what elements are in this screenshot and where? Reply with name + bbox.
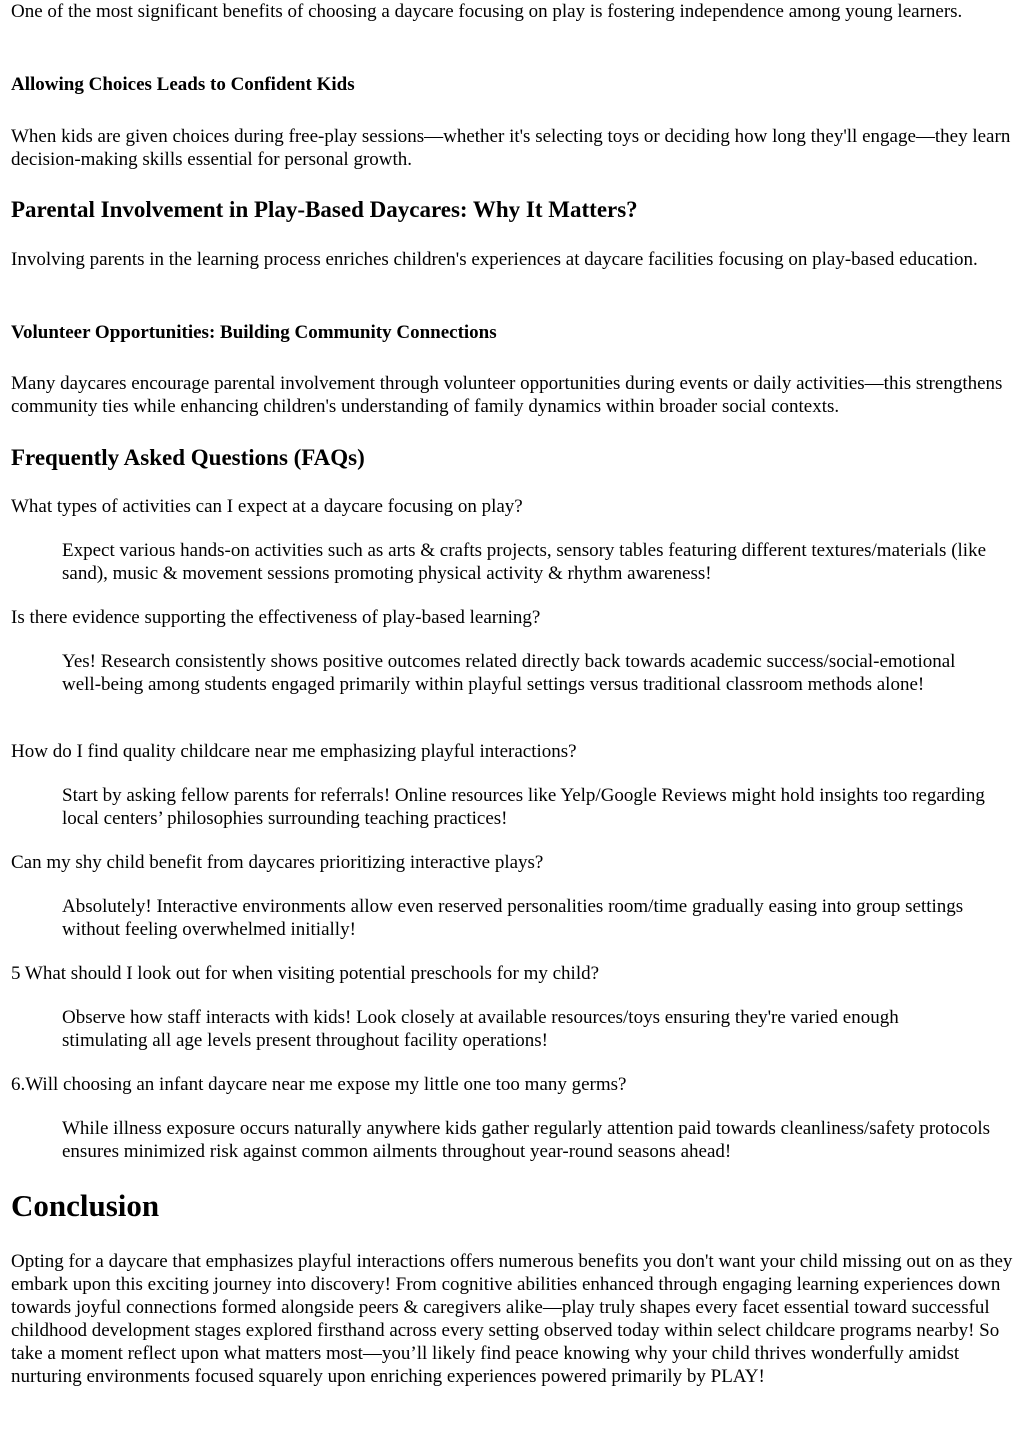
faq-question: Can my shy child benefit from daycares prioritizing interactive plays?	[11, 852, 544, 873]
faq-heading: Frequently Asked Questions (FAQs)	[11, 445, 365, 470]
faq-answer: Observe how staff interacts with kids! Look closely at available resources/toys ensuring they're varied enough stimulating all age levels present throughout facility operations!	[62, 1007, 899, 1051]
faq-question: How do I find quality childcare near me emphasizing playful interactions?	[11, 741, 577, 762]
faq-question: 6.Will choosing an infant daycare near me expose my little one too many germs?	[11, 1074, 627, 1095]
faq-answer: Yes! Research consistently shows positive outcomes related directly back towards academic success/social-emotional well-being among students engaged primarily within playful settings versus traditional classroom methods alone!	[62, 651, 956, 695]
independence-paragraph: One of the most significant benefits of choosing a daycare focusing on play is fostering independence among young learners.	[11, 1, 963, 22]
conclusion-heading: Conclusion	[11, 1188, 160, 1223]
faq-answer: Start by asking fellow parents for referrals! Online resources like Yelp/Google Reviews might hold insights too regarding local centers’ philosophies surrounding teaching practices!	[62, 785, 985, 829]
faq-question: Is there evidence supporting the effectiveness of play-based learning?	[11, 607, 541, 628]
volunteer-heading: Volunteer Opportunities: Building Community Connections	[11, 322, 497, 343]
choices-paragraph: When kids are given choices during free-play sessions—whether it's selecting toys or deciding how long they'll engage—they learn decision-making skills essential for personal growth.	[11, 126, 1011, 170]
faq-answer: Absolutely! Interactive environments allow even reserved personalities room/time gradually easing into group settings without feeling overwhelmed initially!	[62, 896, 964, 940]
faq-answer: While illness exposure occurs naturally anywhere kids gather regularly attention paid towards cleanliness/safety protocols ensures minimized risk against common ailments throughout year-round seasons ahead!	[62, 1118, 991, 1162]
faq-question: 5 What should I look out for when visiting potential preschools for my child?	[11, 963, 600, 984]
parental-heading: Parental Involvement in Play-Based Daycares: Why It Matters?	[11, 197, 638, 222]
faq-answer: Expect various hands-on activities such as arts & crafts projects, sensory tables featuring different textures/materials (like sand), music & movement sessions promoting physical activity & rhythm awareness!	[62, 540, 987, 584]
choices-heading: Allowing Choices Leads to Confident Kids	[11, 74, 355, 95]
conclusion-paragraph: Opting for a daycare that emphasizes playful interactions offers numerous benefits you don't want your child missing out on as they embark upon this exciting journey into discovery! From cognitive abilities enhanced through engaging learning experiences down towards joyful connections formed alongside peers & caregivers alike—play truly shapes every facet essential toward successful childhood development stages explored firsthand across every setting observed today within select childcare programs nearby! So take a moment reflect upon what matters most—you’ll likely find peace knowing why your child thrives wonderfully amidst nurturing environments focused squarely upon enriching experiences powered primarily by PLAY!	[11, 1251, 1013, 1387]
parental-paragraph: Involving parents in the learning process enriches children's experiences at daycare facilities focusing on play-based education.	[11, 249, 978, 270]
volunteer-paragraph: Many daycares encourage parental involvement through volunteer opportunities during events or daily activities—this strengthens community ties while enhancing children's understanding of family dynamics within broader social contexts.	[11, 373, 1003, 417]
faq-question: What types of activities can I expect at a daycare focusing on play?	[11, 496, 523, 517]
